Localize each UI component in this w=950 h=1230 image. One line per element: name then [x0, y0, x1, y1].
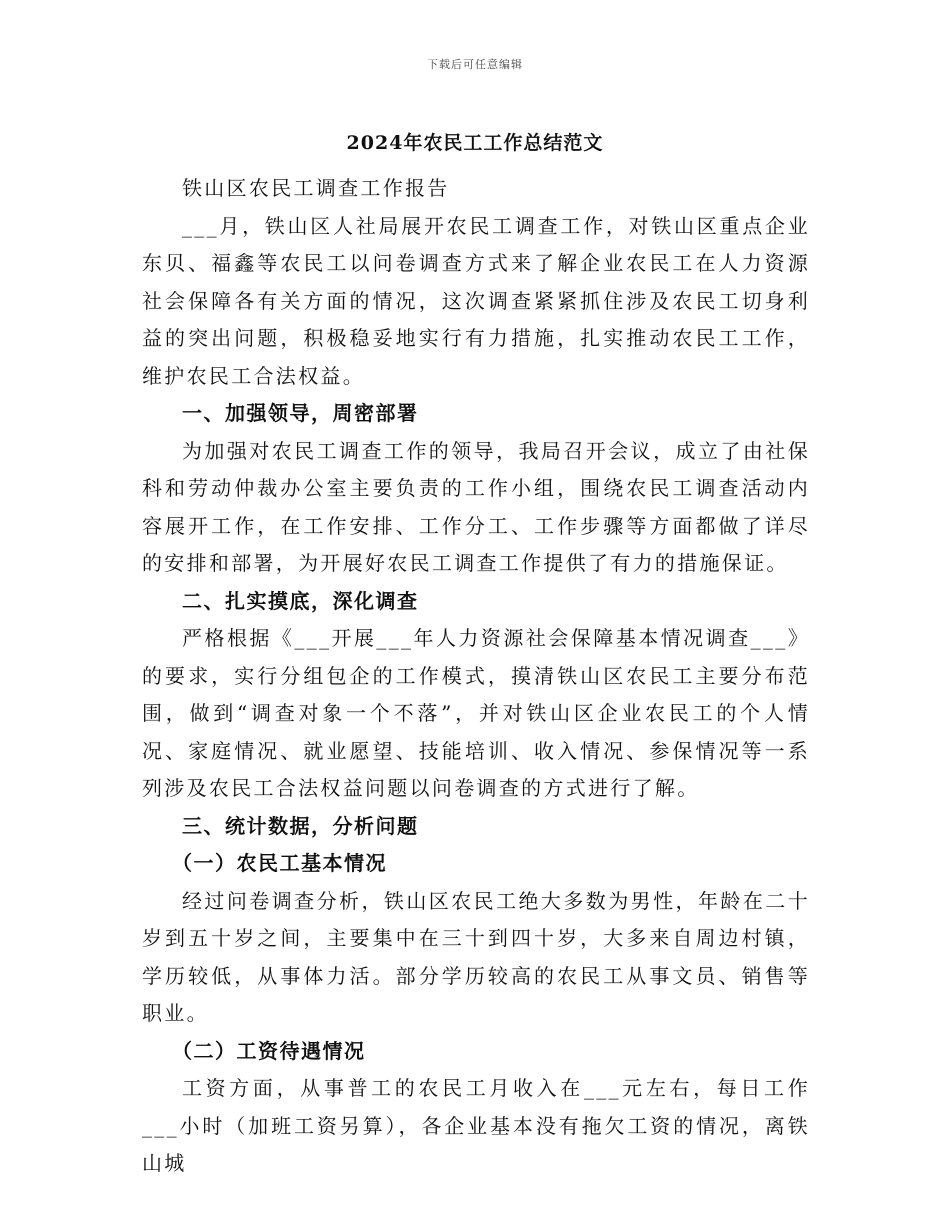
section-paragraph-1: 为加强对农民工调查工作的领导，我局召开会议，成立了由社保科和劳动仲裁办公室主要负责的工作小组，围绕农民工调查活动内容展开工作，在工作安排、工作分工、工作步骤等方面都做了详尽的安排和部署，为开展好农民工调查工作提供了有力的措施保证。	[142, 438, 810, 575]
subsection-heading-3-2: （二）工资待遇情况	[172, 1038, 366, 1063]
intro-paragraph: ___月，铁山区人社局展开农民工调查工作，对铁山区重点企业东贝、福鑫等农民工以问卷调查方式来了解企业农民工在人力资源社会保障各有关方面的情况，这次调查紧紧抓住涉及农民工切身利益的突出问题，积极稳妥地实行有力措施，扎实推动农民工工作，维护农民工合法权益。	[142, 213, 810, 388]
subsection-paragraph-3-1: 经过问卷调查分析，铁山区农民工绝大多数为男性，年龄在二十岁到五十岁之间，主要集中在三十到四十岁，大多来自周边村镇，学历较低，从事体力活。部分学历较高的农民工从事文员、销售等职业。	[142, 888, 810, 1025]
section-heading-2: 二、扎实摸底，深化调查	[182, 588, 419, 613]
section-paragraph-2: 严格根据《___开展___年人力资源社会保障基本情况调查___》的要求，实行分组包企的工作模式，摸清铁山区农民工主要分布范围，做到“调查对象一个不落”，并对铁山区企业农民工的个人情况、家庭情况、就业愿望、技能培训、收入情况、参保情况等一系列涉及农民工合法权益问题以问卷调查的方式进行了解。	[142, 626, 810, 800]
document-body	[142, 170, 810, 1183]
subsection-paragraph-3-2: 工资方面，从事普工的农民工月收入在___元左右，每日工作___小时（加班工资另算），各企业基本没有拖欠工资的情况，离铁山城	[142, 1076, 810, 1175]
document-title: 2024年农民工工作总结范文	[346, 132, 604, 154]
section-heading-1: 一、加强领导，周密部署	[182, 401, 419, 425]
section-heading-3: 三、统计数据，分析问题	[182, 813, 419, 838]
page-header-note: 下载后可任意编辑	[427, 58, 523, 71]
subsection-heading-3-1: （一）农民工基本情况	[172, 851, 387, 875]
report-subtitle: 铁山区农民工调查工作报告	[182, 176, 450, 200]
